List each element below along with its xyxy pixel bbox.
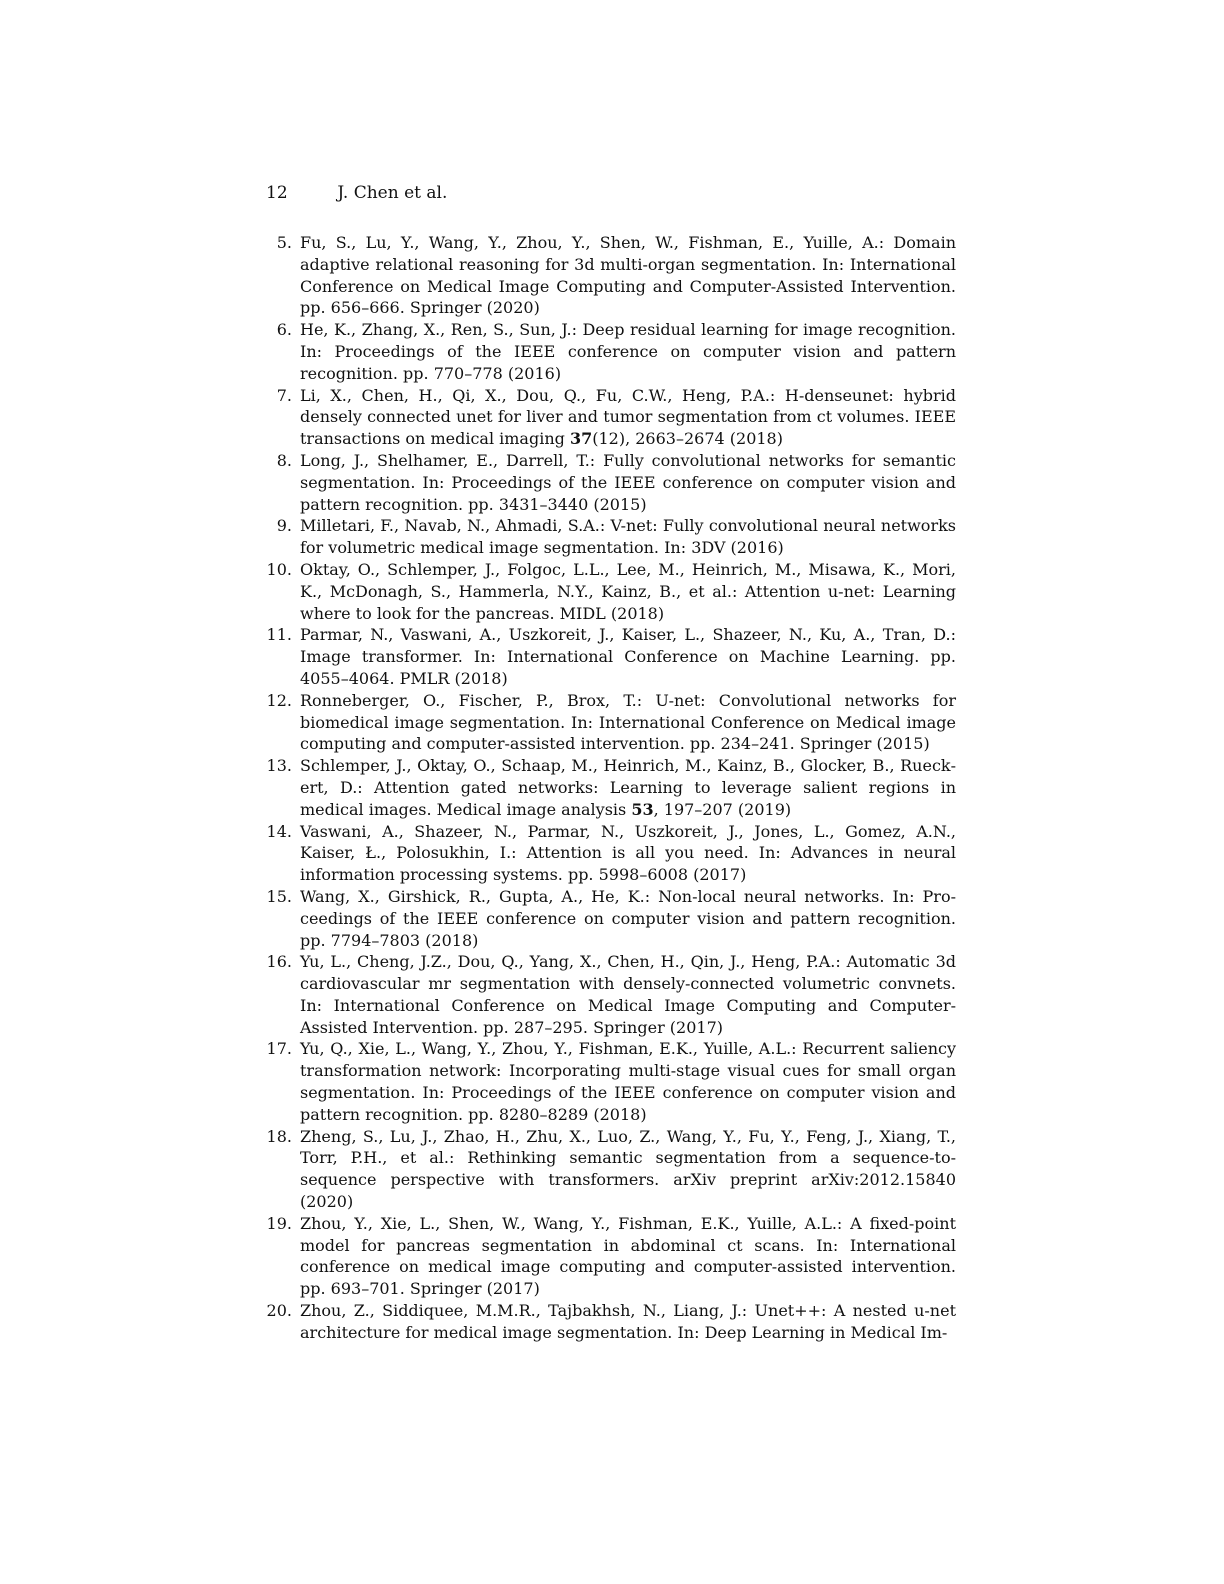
reference-text: Vaswani, A., Shazeer, N., Parmar, N., Uszkoreit, J., Jones, L., Gomez, A.N., Kaiser, Ł., Polosukhin, I.: Attention is all you need. In: Advances in neural information processing systems. pp. 5998–6008 (2017) (300, 821, 956, 885)
reference-item (266, 385, 956, 450)
reference-number: 18. (266, 1126, 292, 1146)
reference-item (266, 1038, 956, 1125)
reference-number: 17. (266, 1039, 292, 1059)
volume-number: 37 (569, 429, 593, 449)
reference-item (266, 1213, 956, 1300)
reference-text: Ronneberger, O., Fischer, P., Brox, T.: U-net: Convolutional networks for biomedical image segmentation. In: International Conference on Medical image computing and computer-assisted intervention. pp. 234–241. Springer (2015) (300, 690, 956, 754)
reference-number: 14. (266, 821, 292, 841)
reference-item (266, 886, 956, 951)
reference-text: Fu, S., Lu, Y., Wang, Y., Zhou, Y., Shen, W., Fishman, E., Yuille, A.: Domain adaptive relational reasoning for 3d multi-organ segmentation. In: International Conference on Medical Image Computing and Computer-Assisted Intervention. pp. 656–666. Springer (2020) (300, 233, 956, 318)
reference-item (266, 821, 956, 886)
reference-item (266, 515, 956, 559)
reference-number: 20. (266, 1301, 292, 1321)
reference-item (266, 319, 956, 384)
reference-number: 13. (266, 756, 292, 776)
running-head: J. Chen et al. (337, 183, 448, 203)
reference-number: 8. (276, 450, 292, 470)
reference-text: Zhou, Y., Xie, L., Shen, W., Wang, Y., Fishman, E.K., Yuille, A.L.: A fixed-point model for pancreas segmentation in abdominal ct scans. In: International conference on medical image computing and computer-assisted intervention. pp. 693–701. Springer (2017) (300, 1213, 956, 1299)
reference-number: 12. (266, 690, 292, 710)
reference-item (266, 951, 956, 1038)
reference-number: 6. (276, 320, 292, 340)
reference-text: Yu, L., Cheng, J.Z., Dou, Q., Yang, X., Chen, H., Qin, J., Heng, P.A.: Automatic 3d cardiovascular mr segmentation with densely-connected volumetric convnets. In: International Conference on Medical Image Computing and Computer-Assisted Intervention. pp. 287–295. Springer (2017) (300, 952, 956, 1037)
reference-text: Li, X., Chen, H., Qi, X., Dou, Q., Fu, C.W., Heng, P.A.: H-denseunet: hybrid densely connected unet for liver and tumor segmentation from ct volumes. IEEE transactions on medical imaging 37(12), 2663–2674 (2018) (300, 385, 956, 449)
page-number: 12 (266, 183, 288, 203)
reference-number: 9. (276, 516, 292, 536)
reference-list (266, 232, 956, 1344)
reference-number: 11. (266, 625, 292, 645)
reference-text: Zhou, Z., Siddiquee, M.M.R., Tajbakhsh, N., Liang, J.: Unet++: A nested u-net architecture for medical image segmentation. In: Deep Learning in Medical Im- (300, 1301, 956, 1342)
reference-text: Long, J., Shelhamer, E., Darrell, T.: Fully convolutional networks for semantic segmentation. In: Proceedings of the IEEE conference on computer vision and pattern recognition. pp. 3431–3440 (2015) (300, 450, 956, 514)
reference-item (266, 559, 956, 624)
reference-item (266, 690, 956, 755)
reference-text: He, K., Zhang, X., Ren, S., Sun, J.: Deep residual learning for image recognition. In: Proceedings of the IEEE conference on computer vision and pattern recognition. pp. 770–778 (2016) (300, 320, 956, 383)
reference-item (266, 755, 956, 820)
reference-number: 10. (266, 559, 292, 579)
volume-number: 53 (631, 799, 654, 819)
reference-item (266, 1126, 956, 1213)
page-header (266, 181, 956, 205)
reference-text: Schlemper, J., Oktay, O., Schaap, M., Heinrich, M., Kainz, B., Glocker, B., Rueckert, D.: Attention gated networks: Learning to leverage salient regions in medical images. Medical image analysis 53, 197–207 (2019) (300, 756, 956, 819)
reference-number: 7. (276, 385, 292, 405)
reference-text: Parmar, N., Vaswani, A., Uszkoreit, J., Kaiser, L., Shazeer, N., Ku, A., Tran, D.: Image transformer. In: International Conference on Machine Learning. pp. 4055–4064. PMLR (2018) (300, 625, 956, 688)
reference-number: 15. (266, 886, 292, 906)
reference-item (266, 232, 956, 319)
reference-text: Oktay, O., Schlemper, J., Folgoc, L.L., Lee, M., Heinrich, M., Misawa, K., Mori, K., McDonagh, S., Hammerla, N.Y., Kainz, B., et al.: Attention u-net: Learning where to look for the pancreas. MIDL (2018) (300, 559, 956, 623)
reference-text: Milletari, F., Navab, N., Ahmadi, S.A.: V-net: Fully convolutional neural networks for volumetric medical image segmentation. In: 3DV (2016) (300, 516, 956, 558)
reference-text: Yu, Q., Xie, L., Wang, Y., Zhou, Y., Fishman, E.K., Yuille, A.L.: Recurrent saliency transformation network: Incorporating multi-stage visual cues for small organ segmentation. In: Proceedings of the IEEE conference on computer vision and pattern recognition. pp. 8280–8289 (2018) (300, 1039, 956, 1124)
reference-number: 5. (276, 233, 292, 252)
reference-item (266, 1300, 956, 1344)
reference-number: 16. (266, 952, 292, 972)
reference-item (266, 450, 956, 515)
reference-text: Zheng, S., Lu, J., Zhao, H., Zhu, X., Luo, Z., Wang, Y., Fu, Y., Feng, J., Xiang, T., Torr, P.H., et al.: Rethinking semantic segmentation from a sequence-to-sequence perspective with transformers. arXiv preprint arXiv:2012.15840 (2020) (300, 1126, 956, 1212)
reference-text: Wang, X., Girshick, R., Gupta, A., He, K.: Non-local neural networks. In: Proceedings of the IEEE conference on computer vision and pattern recognition. pp. 7794–7803 (2018) (300, 886, 956, 950)
reference-number: 19. (266, 1213, 292, 1233)
reference-item (266, 624, 956, 689)
